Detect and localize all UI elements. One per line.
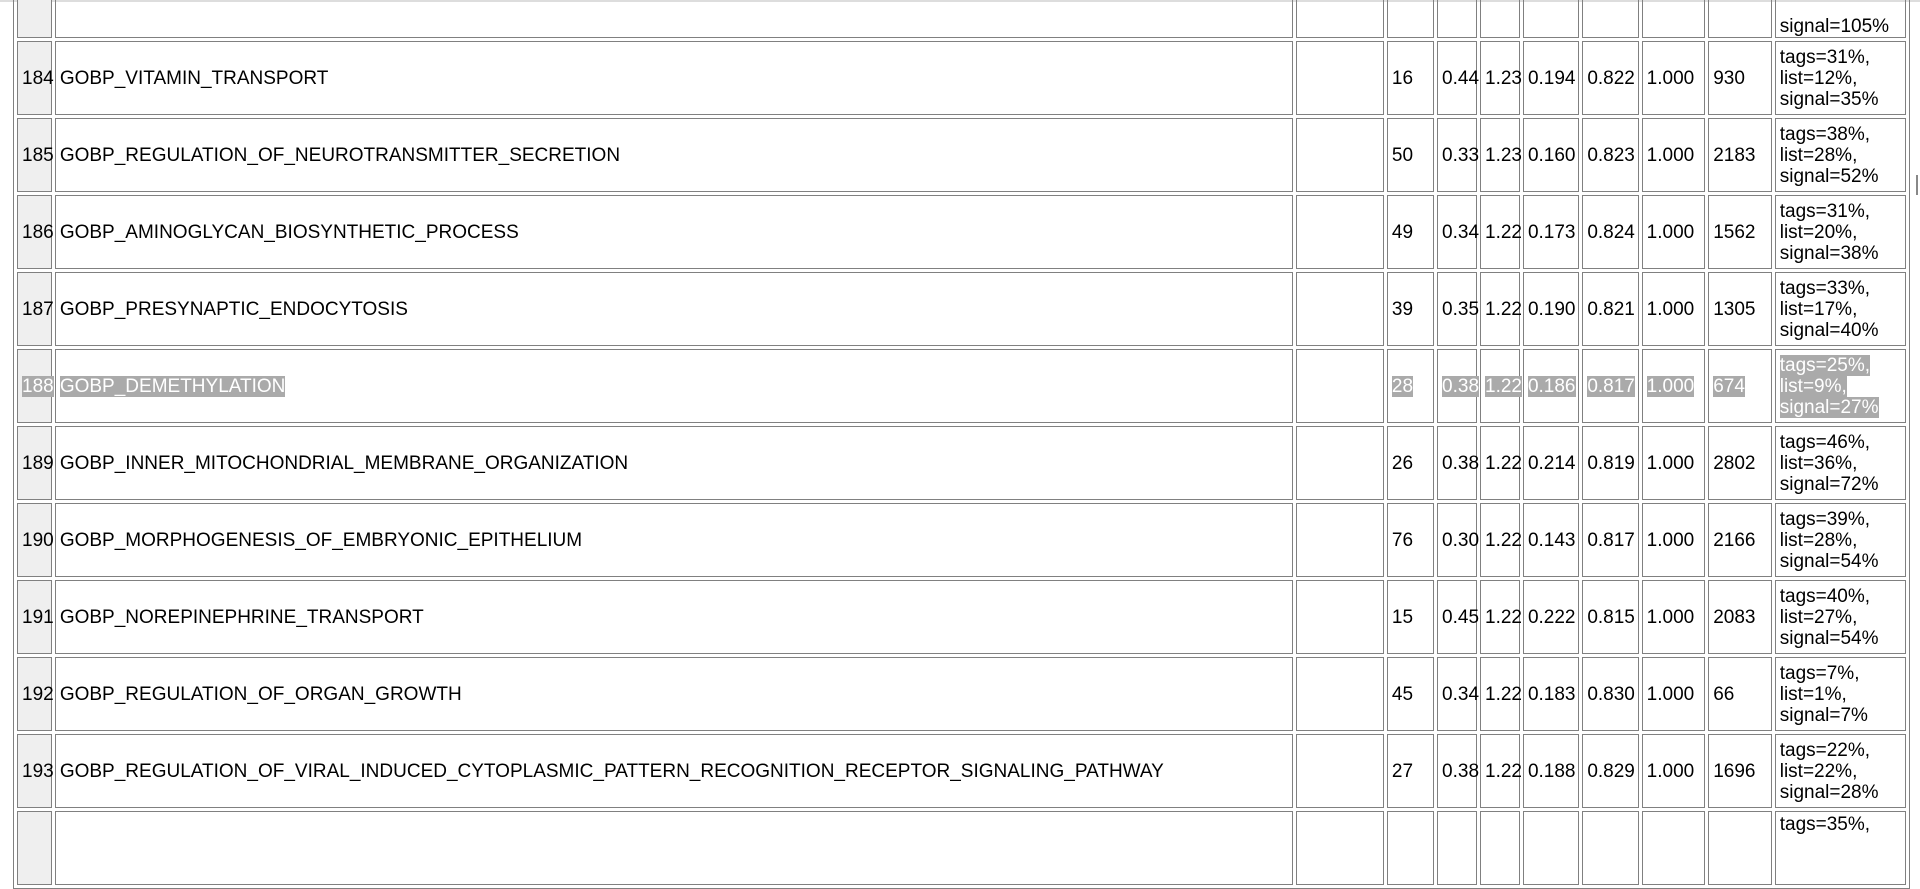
fdr-q-cell <box>1582 426 1638 500</box>
details-cell <box>1296 272 1384 346</box>
size-cell <box>1387 195 1434 269</box>
fdr-q-cell <box>1582 503 1638 577</box>
fdr-q-cell <box>1582 41 1638 115</box>
leading-edge-list: list=28%, <box>1779 529 1858 551</box>
leading-edge-tags: tags=35%, <box>1779 814 1871 835</box>
nom-p-value: 0.194 <box>1527 67 1576 89</box>
es-cell <box>1437 503 1480 577</box>
rank-number: 185 <box>22 144 54 166</box>
size-value: 28 <box>1391 375 1414 397</box>
es-cell <box>1437 41 1480 115</box>
rank-at-max-value: 1562 <box>1713 221 1756 243</box>
size-cell <box>1387 426 1434 500</box>
fdr-q-value: 0.815 <box>1587 606 1635 628</box>
gene-set-name[interactable]: GOBP_NOREPINEPHRINE_TRANSPORT <box>59 606 424 628</box>
leading-edge-cell <box>1775 272 1906 346</box>
es-value: 0.35 <box>1442 298 1480 320</box>
leading-edge-list: list=17%, <box>1779 298 1858 320</box>
nes-value: 1.22 <box>1485 760 1522 782</box>
fwer-p-value: 1.000 <box>1646 529 1695 551</box>
details-cell <box>1296 580 1384 654</box>
leading-edge-list: list=20%, <box>1779 221 1858 243</box>
rank-at-max-cell <box>1708 580 1772 654</box>
nom-p-cell <box>1523 734 1579 808</box>
details-cell <box>1296 811 1384 885</box>
leading-edge-signal: signal=72% <box>1779 473 1879 495</box>
nes-value: 1.22 <box>1485 606 1522 628</box>
size-cell <box>1387 734 1434 808</box>
nom-p-cell <box>1523 426 1579 500</box>
fdr-q-cell <box>1582 118 1638 192</box>
rank-at-max-cell <box>1708 503 1772 577</box>
fwer-p-value: 1.000 <box>1646 67 1695 89</box>
fwer-p-value: 1.000 <box>1646 452 1695 474</box>
gene-set-name-cell[interactable] <box>55 503 1293 577</box>
scrollbar-indicator[interactable] <box>1916 175 1918 195</box>
es-value: 0.38 <box>1442 375 1480 397</box>
es-cell <box>1437 811 1477 885</box>
nom-p-value: 0.183 <box>1527 683 1576 705</box>
leading-edge-tags: tags=31%, <box>1779 46 1871 68</box>
fdr-q-value: 0.819 <box>1587 452 1635 474</box>
es-cell <box>1437 0 1477 38</box>
rank-at-max-value: 674 <box>1713 375 1745 397</box>
leading-edge-tags: tags=38%, <box>1779 123 1871 145</box>
nom-p-value: 0.222 <box>1527 606 1576 628</box>
gene-set-name[interactable]: GOBP_REGULATION_OF_NEUROTRANSMITTER_SECRETION <box>59 144 621 166</box>
details-cell <box>1296 195 1384 269</box>
rank-cell <box>17 118 52 192</box>
details-cell <box>1296 0 1384 38</box>
fdr-q-value: 0.822 <box>1587 67 1635 89</box>
fdr-q-cell <box>1582 0 1638 38</box>
fwer-p-cell <box>1642 503 1706 577</box>
fdr-q-cell <box>1582 272 1638 346</box>
size-value: 27 <box>1391 760 1414 782</box>
leading-edge-signal: signal=40% <box>1779 319 1879 341</box>
nes-cell <box>1480 657 1520 731</box>
fdr-q-cell <box>1582 349 1638 423</box>
leading-edge-list: list=22%, <box>1779 760 1858 782</box>
fdr-q-value: 0.817 <box>1587 375 1635 397</box>
size-value: 76 <box>1391 529 1414 551</box>
gene-set-name-cell[interactable] <box>55 41 1293 115</box>
nes-cell <box>1480 580 1520 654</box>
leading-edge-tags: tags=31%, <box>1779 200 1871 222</box>
rank-number: 191 <box>22 606 54 628</box>
es-value: 0.45 <box>1442 606 1480 628</box>
size-cell <box>1387 349 1434 423</box>
leading-edge-cell <box>1775 118 1906 192</box>
rank-at-max-cell <box>1708 41 1772 115</box>
fdr-q-cell <box>1582 811 1638 885</box>
nom-p-cell <box>1523 41 1579 115</box>
leading-edge-signal: signal=105% <box>1779 16 1890 37</box>
leading-edge-tags: tags=39%, <box>1779 508 1871 530</box>
gene-set-name-cell[interactable] <box>55 349 1293 423</box>
es-value: 0.34 <box>1442 683 1480 705</box>
gene-set-name-cell[interactable] <box>55 195 1293 269</box>
table-row <box>17 503 1906 577</box>
rank-cell <box>17 580 52 654</box>
nom-p-cell <box>1523 657 1579 731</box>
nes-cell <box>1480 195 1520 269</box>
nes-cell <box>1480 811 1520 885</box>
rank-cell <box>17 657 52 731</box>
gene-set-name[interactable]: GOBP_VITAMIN_TRANSPORT <box>59 67 329 89</box>
nom-p-cell <box>1523 349 1579 423</box>
nom-p-cell <box>1523 118 1579 192</box>
gsea-results-table <box>13 0 1910 889</box>
leading-edge-cell <box>1775 41 1906 115</box>
rank-at-max-value: 2183 <box>1713 144 1756 166</box>
rank-at-max-cell <box>1708 118 1772 192</box>
leading-edge-tags: tags=40%, <box>1779 585 1871 607</box>
size-value: 15 <box>1391 606 1414 628</box>
es-value: 0.38 <box>1442 452 1480 474</box>
gene-set-name-cell <box>55 811 1293 885</box>
leading-edge-list: list=12%, <box>1779 67 1858 89</box>
leading-edge-tags: tags=33%, <box>1779 277 1871 299</box>
size-cell <box>1387 118 1434 192</box>
leading-edge-signal: signal=38% <box>1779 242 1879 264</box>
rank-at-max-cell <box>1708 272 1772 346</box>
es-value: 0.38 <box>1442 760 1480 782</box>
es-value: 0.44 <box>1442 67 1480 89</box>
rank-at-max-cell <box>1708 811 1772 885</box>
table-row <box>17 580 1906 654</box>
fdr-q-value: 0.817 <box>1587 529 1635 551</box>
fdr-q-value: 0.829 <box>1587 760 1635 782</box>
fwer-p-cell <box>1642 195 1706 269</box>
table-row <box>17 41 1906 115</box>
size-cell <box>1387 657 1434 731</box>
rank-cell <box>17 272 52 346</box>
fwer-p-value: 1.000 <box>1646 221 1695 243</box>
table-row <box>17 118 1906 192</box>
nes-value: 1.22 <box>1485 298 1522 320</box>
size-value: 26 <box>1391 452 1414 474</box>
nom-p-cell <box>1523 195 1579 269</box>
fdr-q-cell <box>1582 734 1638 808</box>
es-cell <box>1437 272 1480 346</box>
nom-p-value: 0.190 <box>1527 298 1576 320</box>
table-row <box>17 349 1906 423</box>
leading-edge-cell <box>1775 349 1906 423</box>
leading-edge-list: list=36%, <box>1779 452 1858 474</box>
rank-number: 190 <box>22 529 54 551</box>
rank-cell <box>17 811 52 885</box>
es-value: 0.30 <box>1442 529 1480 551</box>
fwer-p-value: 1.000 <box>1646 760 1695 782</box>
rank-at-max-value: 1696 <box>1713 760 1756 782</box>
fwer-p-value: 1.000 <box>1646 683 1695 705</box>
leading-edge-tags: tags=7%, <box>1779 662 1860 684</box>
size-cell <box>1387 0 1434 38</box>
size-value: 50 <box>1391 144 1414 166</box>
es-cell <box>1437 426 1480 500</box>
fwer-p-cell <box>1642 0 1706 38</box>
size-value: 16 <box>1391 67 1414 89</box>
nom-p-cell <box>1523 580 1579 654</box>
gene-set-name-cell[interactable] <box>55 118 1293 192</box>
gene-set-name[interactable]: GOBP_INNER_MITOCHONDRIAL_MEMBRANE_ORGANIZATION <box>59 452 629 474</box>
fwer-p-value: 1.000 <box>1646 375 1695 397</box>
rank-number: 187 <box>22 298 54 320</box>
nom-p-cell <box>1523 503 1579 577</box>
fwer-p-cell <box>1642 657 1706 731</box>
es-cell <box>1437 118 1480 192</box>
fwer-p-cell <box>1642 811 1706 885</box>
rank-at-max-cell <box>1708 0 1772 38</box>
nes-cell <box>1480 349 1520 423</box>
fwer-p-value: 1.000 <box>1646 144 1695 166</box>
leading-edge-cell <box>1775 734 1906 808</box>
nes-cell <box>1480 41 1520 115</box>
fdr-q-cell <box>1582 195 1638 269</box>
rank-at-max-cell <box>1708 349 1772 423</box>
size-value: 49 <box>1391 221 1414 243</box>
es-cell <box>1437 657 1480 731</box>
nom-p-value: 0.143 <box>1527 529 1576 551</box>
leading-edge-list: list=28%, <box>1779 144 1858 166</box>
details-cell <box>1296 349 1384 423</box>
leading-edge-list: list=1%, <box>1779 683 1847 705</box>
rank-at-max-cell <box>1708 734 1772 808</box>
rank-at-max-value: 2166 <box>1713 529 1756 551</box>
leading-edge-signal: signal=35% <box>1779 88 1879 110</box>
leading-edge-signal: signal=54% <box>1779 550 1879 572</box>
rank-at-max-value: 66 <box>1713 683 1735 705</box>
leading-edge-signal: signal=28% <box>1779 781 1879 803</box>
rank-cell <box>17 349 52 423</box>
nom-p-cell <box>1523 811 1579 885</box>
fdr-q-cell <box>1582 580 1638 654</box>
es-cell <box>1437 349 1480 423</box>
leading-edge-tags: tags=25%, <box>1779 354 1871 376</box>
nes-value: 1.22 <box>1485 221 1522 243</box>
leading-edge-signal: signal=54% <box>1779 627 1879 649</box>
leading-edge-signal: signal=7% <box>1779 704 1868 726</box>
gene-set-name[interactable]: GOBP_REGULATION_OF_ORGAN_GROWTH <box>59 683 462 705</box>
gene-set-name[interactable]: GOBP_PRESYNAPTIC_ENDOCYTOSIS <box>59 298 408 320</box>
nes-cell <box>1480 426 1520 500</box>
size-cell <box>1387 811 1434 885</box>
nes-value: 1.22 <box>1485 683 1522 705</box>
rank-cell <box>17 734 52 808</box>
rank-number: 186 <box>22 221 54 243</box>
es-value: 0.34 <box>1442 221 1480 243</box>
gene-set-name[interactable]: GOBP_MORPHOGENESIS_OF_EMBRYONIC_EPITHELIUM <box>59 529 583 551</box>
es-cell <box>1437 734 1480 808</box>
rank-at-max-value: 2083 <box>1713 606 1756 628</box>
size-value: 39 <box>1391 298 1414 320</box>
nom-p-value: 0.186 <box>1527 375 1576 397</box>
fdr-q-value: 0.830 <box>1587 683 1635 705</box>
fdr-q-value: 0.824 <box>1587 221 1635 243</box>
rank-at-max-cell <box>1708 195 1772 269</box>
size-cell <box>1387 503 1434 577</box>
gene-set-name-cell[interactable] <box>55 426 1293 500</box>
leading-edge-list: list=27%, <box>1779 606 1858 628</box>
nes-cell <box>1480 734 1520 808</box>
nom-p-cell <box>1523 272 1579 346</box>
details-cell <box>1296 41 1384 115</box>
nes-value: 1.23 <box>1485 144 1522 166</box>
table-row-partial-bottom <box>17 811 1906 885</box>
rank-cell <box>17 426 52 500</box>
leading-edge-signal: signal=52% <box>1779 165 1879 187</box>
table-row-partial-top <box>17 0 1906 38</box>
size-cell <box>1387 580 1434 654</box>
rank-at-max-cell <box>1708 426 1772 500</box>
rank-at-max-value: 2802 <box>1713 452 1756 474</box>
rank-number: 189 <box>22 452 54 474</box>
fwer-p-cell <box>1642 118 1706 192</box>
fwer-p-value: 1.000 <box>1646 606 1695 628</box>
nes-value: 1.22 <box>1485 529 1522 551</box>
details-cell <box>1296 426 1384 500</box>
rank-cell <box>17 41 52 115</box>
nom-p-cell <box>1523 0 1579 38</box>
rank-cell <box>17 195 52 269</box>
gene-set-name-cell[interactable] <box>55 657 1293 731</box>
fwer-p-cell <box>1642 272 1706 346</box>
leading-edge-list: list=9%, <box>1779 375 1847 397</box>
fwer-p-value: 1.000 <box>1646 298 1695 320</box>
leading-edge-cell <box>1775 657 1906 731</box>
fwer-p-cell <box>1642 41 1706 115</box>
details-cell <box>1296 503 1384 577</box>
leading-edge-cell <box>1775 426 1906 500</box>
nes-cell <box>1480 503 1520 577</box>
rank-number: 192 <box>22 683 54 705</box>
gene-set-name[interactable]: GOBP_DEMETHYLATION <box>59 375 286 397</box>
nes-cell <box>1480 272 1520 346</box>
size-cell <box>1387 41 1434 115</box>
nes-cell <box>1480 0 1520 38</box>
leading-edge-cell <box>1775 0 1906 38</box>
gene-set-name-cell[interactable] <box>55 734 1293 808</box>
fdr-q-cell <box>1582 657 1638 731</box>
details-cell <box>1296 118 1384 192</box>
rank-at-max-value: 930 <box>1713 67 1745 89</box>
rank-number: 184 <box>22 67 54 89</box>
table-row <box>17 734 1906 808</box>
es-value: 0.33 <box>1442 144 1480 166</box>
table-row <box>17 195 1906 269</box>
nes-value: 1.22 <box>1485 452 1522 474</box>
leading-edge-signal: signal=27% <box>1779 396 1879 418</box>
rank-number: 188 <box>22 375 54 397</box>
fwer-p-cell <box>1642 349 1706 423</box>
nes-cell <box>1480 118 1520 192</box>
table-row <box>17 426 1906 500</box>
gene-set-name-cell[interactable] <box>55 272 1293 346</box>
gene-set-name-cell[interactable] <box>55 0 1293 38</box>
leading-edge-cell <box>1775 195 1906 269</box>
size-cell <box>1387 272 1434 346</box>
leading-edge-cell <box>1775 580 1906 654</box>
fwer-p-cell <box>1642 580 1706 654</box>
rank-cell <box>17 503 52 577</box>
table-row <box>17 657 1906 731</box>
nom-p-value: 0.188 <box>1527 760 1576 782</box>
fdr-q-value: 0.823 <box>1587 144 1635 166</box>
rank-at-max-value: 1305 <box>1713 298 1756 320</box>
rank-cell <box>17 0 52 38</box>
es-cell <box>1437 195 1480 269</box>
nom-p-value: 0.173 <box>1527 221 1576 243</box>
fwer-p-cell <box>1642 734 1706 808</box>
rank-number: 193 <box>22 760 54 782</box>
details-cell <box>1296 657 1384 731</box>
rank-at-max-cell <box>1708 657 1772 731</box>
leading-edge-cell <box>1775 811 1906 885</box>
size-value: 45 <box>1391 683 1414 705</box>
details-cell <box>1296 734 1384 808</box>
fdr-q-value: 0.821 <box>1587 298 1635 320</box>
leading-edge-tags: tags=22%, <box>1779 739 1871 761</box>
table-row <box>17 272 1906 346</box>
gene-set-name[interactable]: GOBP_AMINOGLYCAN_BIOSYNTHETIC_PROCESS <box>59 221 519 243</box>
nom-p-value: 0.214 <box>1527 452 1576 474</box>
leading-edge-cell <box>1775 503 1906 577</box>
gene-set-name-cell[interactable] <box>55 580 1293 654</box>
es-cell <box>1437 580 1480 654</box>
nom-p-value: 0.160 <box>1527 144 1576 166</box>
leading-edge-tags: tags=46%, <box>1779 431 1871 453</box>
nes-value: 1.23 <box>1485 67 1522 89</box>
fwer-p-cell <box>1642 426 1706 500</box>
nes-value: 1.22 <box>1485 375 1522 397</box>
gene-set-name[interactable]: GOBP_REGULATION_OF_VIRAL_INDUCED_CYTOPLASMIC_PATTERN_RECOGNITION_RECEPTOR_SIGNALING_PATHWAY <box>59 760 1164 782</box>
